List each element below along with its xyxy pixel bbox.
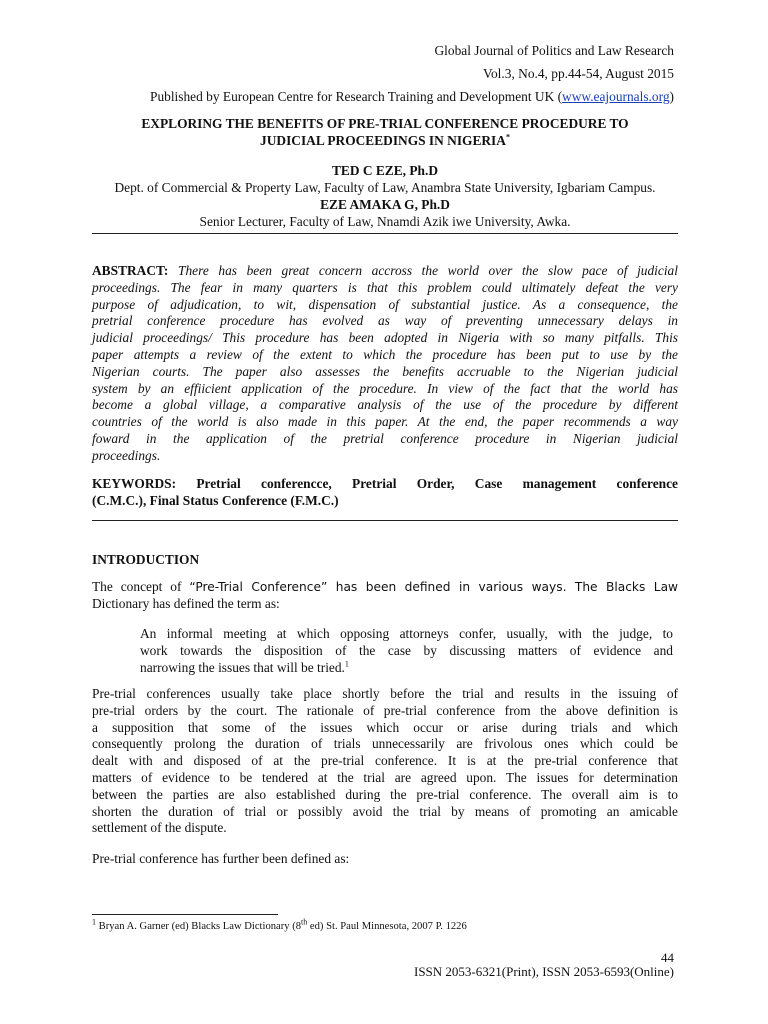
keywords: [92, 476, 678, 510]
paragraph-line: Dictionary has defined the term as:: [92, 595, 280, 611]
title-line-2: JUDICIAL PROCEEDINGS IN NIGERIA*: [260, 132, 510, 148]
abstract-label: ABSTRACT:: [92, 263, 169, 278]
volume-info: Vol.3, No.4, pp.44-54, August 2015: [483, 66, 674, 81]
paragraph-line: matters of evidence to be tendered at the trial are agreed upon. The issues for determination: [92, 769, 678, 785]
quote-line: work towards the disposition of the case by discussing matters of evidence and: [140, 642, 673, 658]
paper-title: [92, 116, 678, 149]
abstract-line: judicial proceedings/ This procedure has been adopted in Nigeria with so many pitfalls. This: [92, 330, 678, 346]
abstract: [92, 263, 678, 465]
paragraph-line: between the parties are also established during the pre-trial conference. The overall aim is to: [92, 786, 678, 802]
abstract-line: pretrial conference procedure has evolved as way of preventing unnecessary delays in: [92, 313, 678, 329]
title-line-1: EXPLORING THE BENEFITS OF PRE-TRIAL CONFERENCE PROCEDURE TO: [141, 116, 629, 131]
footnote-number: 1: [92, 917, 96, 927]
paragraph-line: a supposition that some of the issues which occur or arise during trials and which: [92, 719, 678, 735]
footnote-rule: [92, 914, 278, 915]
paragraph-line: The concept of “Pre-Trial Conference” has been defined in various ways. The Blacks Law: [92, 579, 679, 594]
divider-bottom: [92, 520, 678, 521]
divider-top: [92, 233, 678, 234]
abstract-line: foward in the application of the pretrial conference procedure in Nigerian judicial: [92, 430, 678, 446]
publisher-link[interactable]: www.eajournals.org: [562, 89, 670, 104]
footnote-ref[interactable]: 1: [344, 659, 349, 669]
issn-line: ISSN 2053-6321(Print), ISSN 2053-6593(Online): [414, 964, 674, 979]
paragraph-line: Pre-trial conferences usually take place shortly before the trial and results in the issuing of: [92, 686, 678, 701]
paragraph-line: consequently prolong the duration of trials unnecessarily are frivolous ones which could be: [92, 736, 678, 752]
title-footnote-mark: *: [505, 132, 510, 142]
abstract-line: purpose of adjudication, to wit, dispensation of substantial justice. As a consequence, the: [92, 296, 678, 312]
publisher-suffix: ): [669, 89, 674, 104]
abstract-line: system by an effiicient application of the procedure. In view of the fact that the world has: [92, 380, 678, 396]
page-number: 44: [661, 950, 674, 965]
abstract-line: become a global village, a comparative analysis of the use of the procedure by different: [92, 397, 678, 413]
intro-paragraph-2: [92, 686, 678, 837]
abstract-line: countries of the world is also made in this paper. At the end, the paper recommends a way: [92, 414, 678, 430]
abstract-line: Nigerian courts. The paper also assesses the benefits accruable to the Nigerian judicial: [92, 363, 678, 379]
abstract-line: ABSTRACT: There has been great concern accross the world over the slow pace of judicial: [92, 263, 678, 278]
intro-paragraph-3: Pre-trial conference has further been defined as:: [92, 851, 350, 866]
author-1-affiliation: Dept. of Commercial & Property Law, Faculty of Law, Anambra State University, Igbariam Campus.: [114, 180, 656, 195]
paragraph-line: pre-trial orders by the court. The rationale of pre-trial conference from the above definition is: [92, 702, 678, 718]
section-heading: INTRODUCTION: [92, 552, 200, 567]
author-2-name: EZE AMAKA G, Ph.D: [320, 197, 450, 212]
author-1-name: TED C EZE, Ph.D: [331, 163, 439, 178]
abstract-line: paper attempts a review of the extent to which the procedure has been put to use by the: [92, 346, 678, 362]
paragraph-line: shorten the duration of trial or possibly avoid the trial by means of promoting an amicable: [92, 803, 678, 819]
author-block: [92, 162, 678, 230]
block-quote: [140, 626, 673, 676]
journal-name: Global Journal of Politics and Law Research: [434, 43, 674, 58]
paragraph-line: dealt with and disposed of at the pre-trial conference. It is at the pre-trial conference that: [92, 753, 678, 769]
paragraph-line: settlement of the dispute.: [92, 820, 227, 836]
quote-line: narrowing the issues that will be tried.$^1$: [140, 659, 349, 675]
keywords-line-2: (C.M.C.), Final Status Conference (F.M.C.): [92, 492, 339, 508]
quote-line: An informal meeting at which opposing attorneys confer, usually, with the judge, to: [140, 626, 673, 641]
footnote: $^1$ Bryan A. Garner (ed) Blacks Law Dictionary (8th ed) St. Paul Minnesota, 2007 P. 1226: [92, 917, 467, 932]
abstract-line: proceedings. The fear in many quarters is that this problem could ultimately defeat the very: [92, 279, 678, 295]
abstract-line: proceedings.: [92, 447, 161, 463]
publisher-prefix: Published by European Centre for Research Training and Development UK (: [150, 89, 563, 104]
intro-paragraph-1: [92, 579, 678, 613]
author-2-affiliation: Senior Lecturer, Faculty of Law, Nnamdi Azik iwe University, Awka.: [199, 214, 571, 229]
keywords-line-1: KEYWORDS: Pretrial conferencce, Pretrial Order, Case management conference: [92, 476, 678, 491]
publisher-line: [150, 89, 674, 105]
